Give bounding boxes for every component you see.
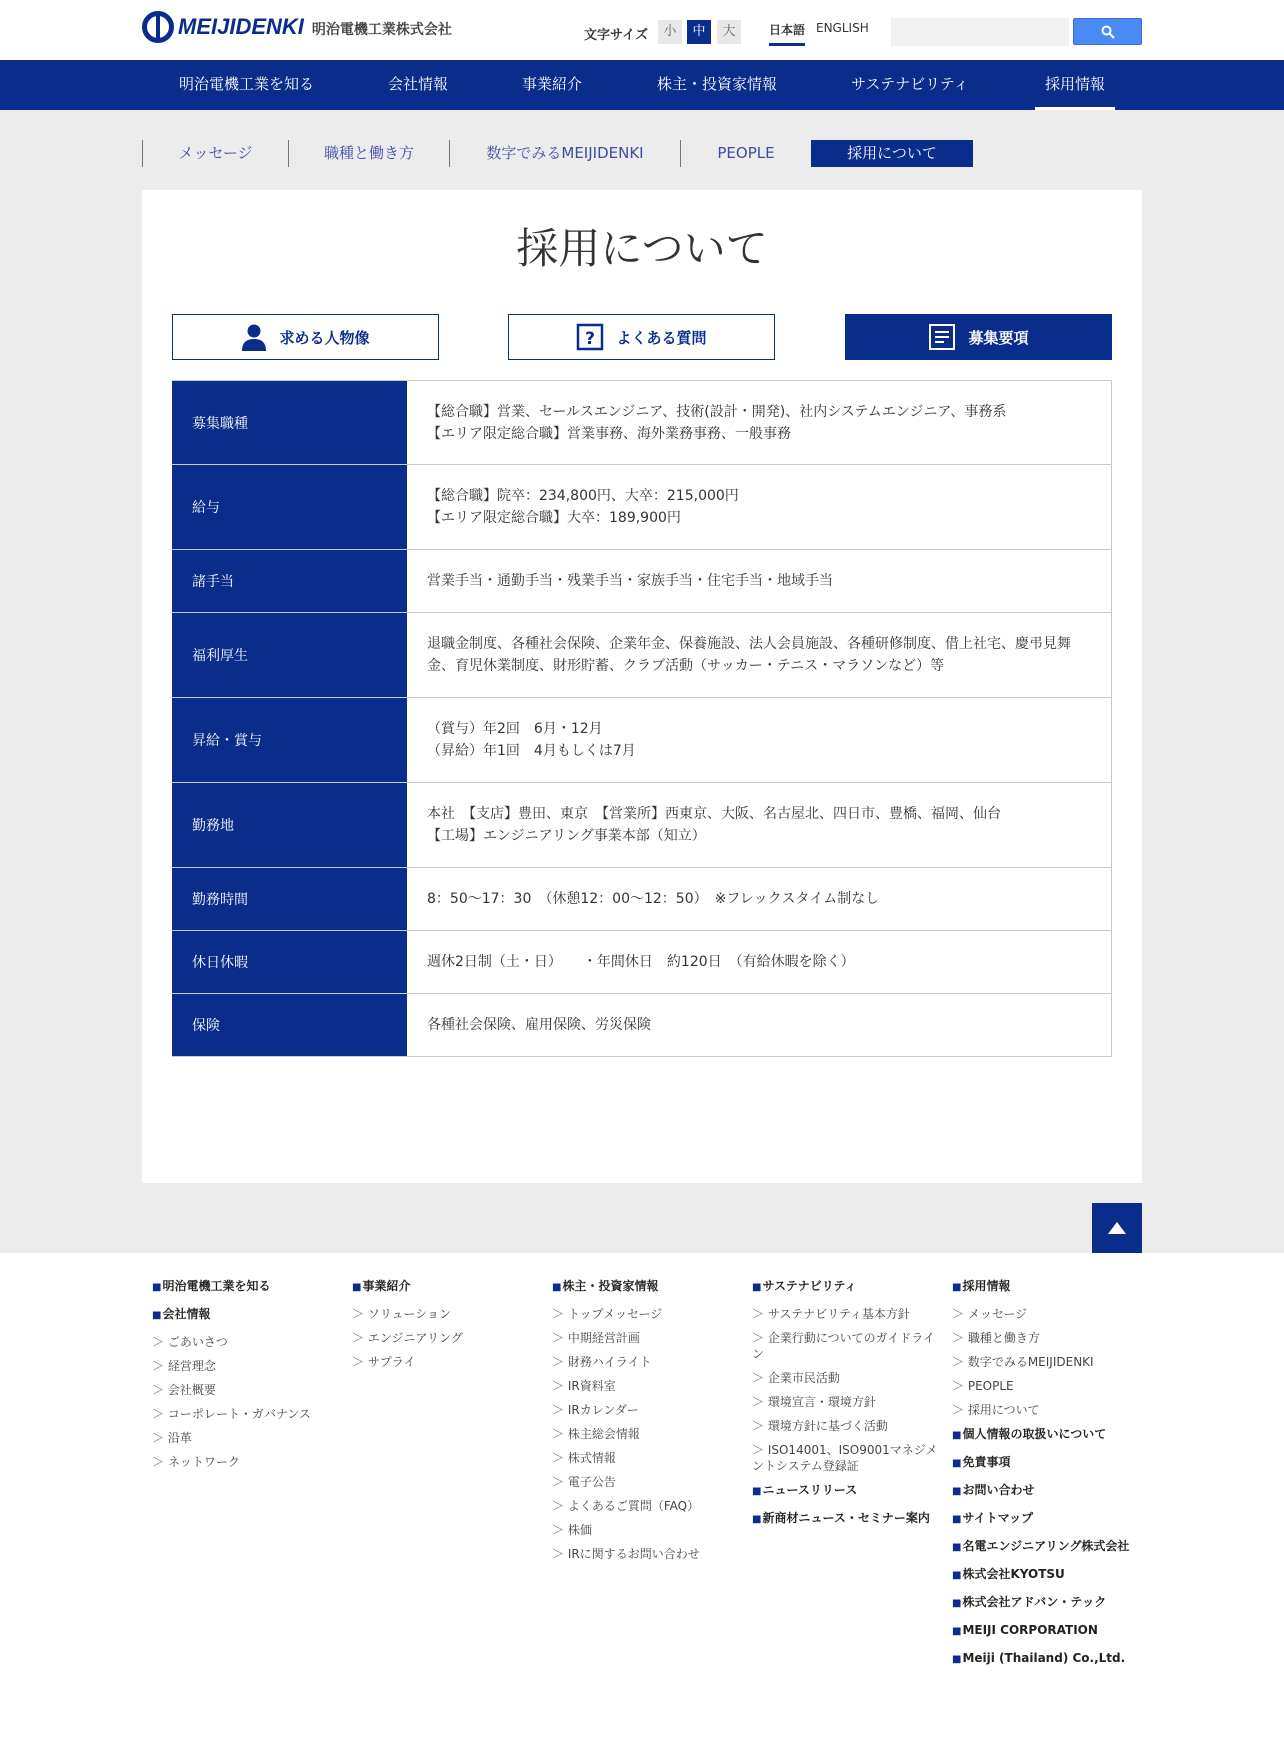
footer-link[interactable]: ＞ トップメッセージ	[552, 1306, 742, 1322]
row-value	[407, 698, 1112, 782]
row-value	[407, 994, 1112, 1056]
footer-link[interactable]: ＞ 沿革	[152, 1430, 342, 1446]
row-value-line: 【総合職】営業、セールスエンジニア、技術(設計・開発)、社内システムエンジニア、事務系	[427, 403, 1007, 420]
footer-link[interactable]: ＞ 株式情報	[552, 1450, 742, 1466]
row-value-line: 【総合職】院卒：234,800円、大卒：215,000円	[427, 488, 739, 504]
footer-link[interactable]: ＞ 採用について	[952, 1402, 1142, 1418]
document-icon	[928, 323, 956, 351]
font-size-large-button[interactable]: 大	[717, 20, 741, 44]
footer-heading[interactable]: ■ MEIJI CORPORATION	[952, 1622, 1142, 1640]
footer-link[interactable]: ＞ 環境方針に基づく活動	[752, 1418, 942, 1434]
subnav-item-numbers[interactable]: 数字でみるMEIJIDENKI	[449, 140, 680, 167]
person-icon	[241, 323, 267, 351]
logo-company-name: 明治電機工業株式会社	[311, 22, 452, 38]
global-nav	[0, 60, 1284, 110]
tab-job-requirements[interactable]	[845, 314, 1112, 360]
footer-link[interactable]: ＞ よくあるご質問（FAQ）	[552, 1498, 742, 1514]
row-header: 昇給・賞与	[172, 698, 407, 782]
footer-link[interactable]: ＞ ネットワーク	[152, 1454, 342, 1470]
subnav-item-recruitment[interactable]: 採用について	[811, 140, 973, 167]
tab-faq[interactable]	[508, 314, 775, 360]
row-header: 給与	[172, 465, 407, 549]
footer-link[interactable]: ＞ サステナビリティ基本方針	[752, 1306, 942, 1322]
footer-link[interactable]: ＞ 職種と働き方	[952, 1330, 1142, 1346]
tab-ideal-candidate-label: 求める人物像	[279, 328, 370, 347]
logo-icon	[142, 11, 174, 43]
footer-link[interactable]: ＞ ごあいさつ	[152, 1334, 342, 1350]
row-header: 勤務時間	[172, 868, 407, 930]
footer-link[interactable]: ＞ IRに関するお問い合わせ	[552, 1546, 742, 1562]
footer-heading[interactable]: ■ 名電エンジニアリング株式会社	[952, 1538, 1142, 1556]
row-value-line: 金、育児休業制度、財形貯蓄、クラブ活動（サッカー・テニス・マラソンなど）等	[427, 658, 945, 674]
gnav-item-business[interactable]: 事業紹介	[522, 75, 583, 93]
page-title: 採用について	[516, 224, 768, 273]
footer-link[interactable]: ＞ エンジニアリング	[352, 1330, 542, 1346]
footer-link[interactable]: ＞ サプライ	[352, 1354, 542, 1370]
row-value-line: 【エリア限定総合職】営業事務、海外業務事務、一般事務	[427, 425, 791, 442]
footer-link[interactable]: ＞ IRカレンダー	[552, 1402, 742, 1418]
row-header: 福利厚生	[172, 613, 407, 697]
search-input[interactable]	[891, 18, 1069, 46]
footer-link[interactable]: ＞ コーポレート・ガバナンス	[152, 1406, 342, 1422]
footer-link[interactable]: ＞ 会社概要	[152, 1382, 342, 1398]
footer-link[interactable]: ＞ 経営理念	[152, 1358, 342, 1374]
row-value	[407, 550, 1112, 612]
footer-column-ir	[552, 1278, 742, 1570]
footer-heading[interactable]: ■ ニュースリリース	[752, 1482, 942, 1500]
footer-link[interactable]: ＞ 中期経営計画	[552, 1330, 742, 1346]
logo-wordmark: MEIJIDENKI	[178, 14, 304, 39]
row-value-line: 退職金制度、各種社会保険、企業年金、保養施設、法人会員施設、各種研修制度、借上社宅、慶弔見舞	[427, 636, 1071, 652]
tab-faq-label: よくある質問	[616, 328, 707, 347]
footer-link[interactable]: ＞ ISO14001、ISO9001マネジメントシステム登録証	[752, 1442, 942, 1474]
row-value	[407, 465, 1112, 549]
arrow-up-icon	[1108, 1222, 1126, 1234]
gnav-item-ir[interactable]: 株主・投資家情報	[657, 75, 778, 93]
requirements-table	[172, 380, 1112, 1057]
table-row	[172, 698, 1112, 783]
footer-column-about	[152, 1278, 342, 1478]
tab-ideal-candidate[interactable]	[172, 314, 439, 360]
table-row	[172, 994, 1112, 1057]
footer-link[interactable]: ＞ 企業行動についてのガイドライン	[752, 1330, 942, 1362]
search-icon	[1101, 25, 1115, 39]
footer-link[interactable]: ＞ 電子公告	[552, 1474, 742, 1490]
footer-link[interactable]: ＞ 環境宣言・環境方針	[752, 1394, 942, 1410]
row-header: 諸手当	[172, 550, 407, 612]
footer-heading[interactable]: ■ サイトマップ	[952, 1510, 1142, 1528]
font-size-small-button[interactable]: 小	[658, 20, 682, 44]
page-top-button[interactable]	[1092, 1203, 1142, 1253]
row-value-line: 各種社会保険、雇用保険、労災保険	[427, 1017, 651, 1033]
site-logo[interactable]	[142, 11, 452, 43]
footer-heading[interactable]: ■ 会社情報	[152, 1306, 342, 1324]
footer-column-sustainability	[752, 1278, 942, 1538]
gnav-item-recruit[interactable]: 採用情報	[1035, 60, 1115, 110]
footer-column-recruit	[952, 1278, 1142, 1678]
row-value-line: （昇給）年1回 4月もしくは7月	[427, 743, 636, 759]
row-value-line: 【工場】エンジニアリング事業本部（知立）	[427, 828, 706, 844]
footer-heading[interactable]: ■ Meiji (Thailand) Co.,Ltd.	[952, 1650, 1142, 1668]
site-footer	[0, 1253, 1284, 1761]
footer-heading[interactable]: ■ 新商材ニュース・セミナー案内	[752, 1510, 942, 1528]
footer-heading[interactable]: ■ 採用情報	[952, 1278, 1142, 1296]
footer-link[interactable]: ＞ 財務ハイライト	[552, 1354, 742, 1370]
font-size-label: 文字サイズ	[584, 28, 648, 43]
footer-heading[interactable]: ■ 株主・投資家情報	[552, 1278, 742, 1296]
main-content	[142, 190, 1142, 1183]
table-row	[172, 613, 1112, 698]
footer-heading[interactable]: ■ 株式会社アドバン・テック	[952, 1594, 1142, 1612]
question-icon	[576, 323, 604, 351]
footer-link[interactable]: ＞ 数字でみるMEIJIDENKI	[952, 1354, 1142, 1370]
row-header: 休日休暇	[172, 931, 407, 993]
subnav-item-jobs[interactable]: 職種と働き方	[288, 140, 449, 167]
row-header: 保険	[172, 994, 407, 1056]
lang-japanese-link[interactable]: 日本語	[769, 21, 805, 46]
footer-heading[interactable]: ■ サステナビリティ	[752, 1278, 942, 1296]
table-row	[172, 868, 1112, 931]
row-value-line: 営業手当・通勤手当・残業手当・家族手当・住宅手当・地域手当	[427, 573, 833, 589]
footer-heading[interactable]: ■ 個人情報の取扱いについて	[952, 1426, 1142, 1444]
row-value-line: 本社 【支店】豊田、東京 【営業所】西東京、大阪、名古屋北、四日市、豊橋、福岡、仙台	[427, 806, 1001, 822]
footer-link[interactable]: ＞ IR資料室	[552, 1378, 742, 1394]
row-value	[407, 931, 1112, 993]
table-row	[172, 465, 1112, 550]
footer-link[interactable]: ＞ PEOPLE	[952, 1378, 1142, 1394]
footer-column-business	[352, 1278, 542, 1378]
row-value-line: 8：50～17：30 （休憩12：00～12：50） ※フレックスタイム制なし	[427, 891, 880, 907]
footer-heading[interactable]: ■ 株式会社KYOTSU	[952, 1566, 1142, 1584]
footer-link[interactable]: ＞ ソリューション	[352, 1306, 542, 1322]
row-value	[407, 381, 1112, 464]
row-value	[407, 613, 1112, 697]
gnav-item-sustainability[interactable]: サステナビリティ	[851, 75, 969, 93]
row-header: 募集職種	[172, 381, 407, 464]
table-row	[172, 783, 1112, 868]
footer-heading[interactable]: ■ お問い合わせ	[952, 1482, 1142, 1500]
table-row	[172, 380, 1112, 465]
footer-link[interactable]: ＞ 企業市民活動	[752, 1370, 942, 1386]
subnav-item-people[interactable]: PEOPLE	[680, 140, 811, 167]
row-value-line: （賞与）年2回 6月・12月	[427, 721, 603, 737]
row-value-line: 【エリア限定総合職】大卒：189,900円	[427, 510, 681, 526]
row-value	[407, 868, 1112, 930]
row-value	[407, 783, 1112, 867]
footer-heading[interactable]: ■ 事業紹介	[352, 1278, 542, 1296]
subnav-item-message[interactable]: メッセージ	[142, 140, 288, 167]
search-button[interactable]	[1073, 18, 1142, 45]
footer-heading[interactable]: ■ 免責事項	[952, 1454, 1142, 1472]
svg-text:?: ?	[585, 329, 596, 349]
table-row	[172, 550, 1112, 613]
gnav-item-company[interactable]: 会社情報	[388, 75, 449, 93]
row-header: 勤務地	[172, 783, 407, 867]
gnav-item-about[interactable]: 明治電機工業を知る	[179, 75, 315, 93]
site-header	[0, 0, 1284, 60]
font-size-medium-button[interactable]: 中	[687, 20, 711, 44]
footer-link[interactable]: ＞ メッセージ	[952, 1306, 1142, 1322]
footer-heading[interactable]: ■ 明治電機工業を知る	[152, 1278, 342, 1296]
row-value-line: 週休2日制（土・日） ・年間休日 約120日 （有給休暇を除く）	[427, 954, 855, 970]
footer-link[interactable]: ＞ 株主総会情報	[552, 1426, 742, 1442]
tab-job-requirements-label: 募集要項	[968, 328, 1029, 347]
footer-link[interactable]: ＞ 株価	[552, 1522, 742, 1538]
lang-english-link[interactable]: ENGLISH	[816, 21, 869, 35]
table-row	[172, 931, 1112, 994]
